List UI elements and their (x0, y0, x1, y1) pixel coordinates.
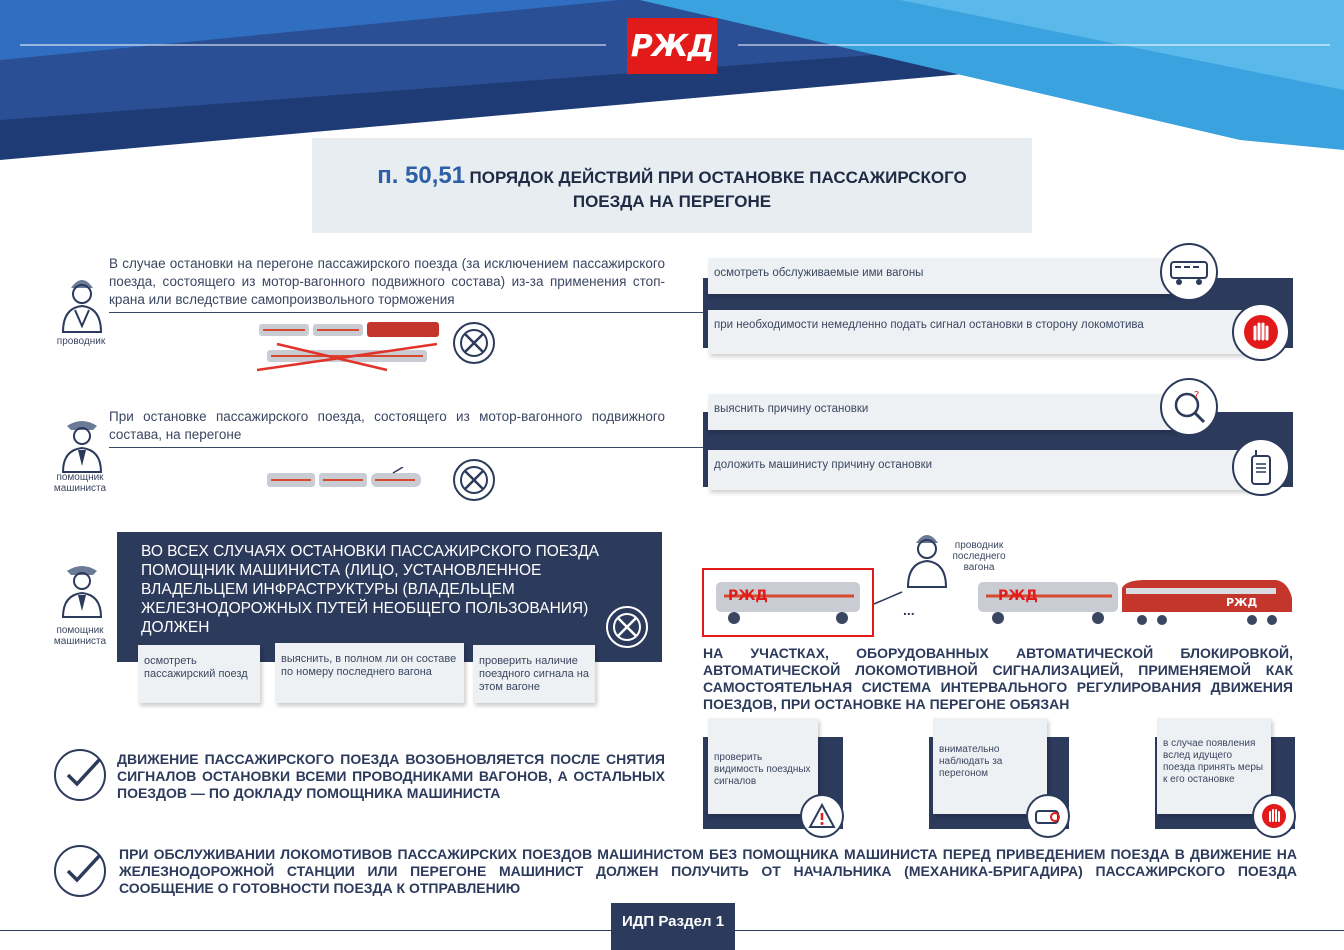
warning-icon (800, 794, 844, 838)
title-line-1: ПОРЯДОК ДЕЙСТВИЙ ПРИ ОСТАНОВКЕ ПАССАЖИРСКОГО (469, 168, 967, 187)
train-with-locomotive-icon (976, 578, 1298, 630)
action-card: осмотреть пассажирский поезд (138, 645, 260, 703)
ellipsis: ... (903, 602, 915, 618)
last-car-icon (714, 578, 864, 628)
action-card: при необходимости немедленно подать сигнал остановки в сторону локомотива (708, 310, 1258, 354)
train-crossed-icon (257, 320, 442, 372)
title-number: п. 50,51 (377, 162, 466, 189)
checkmark-icon (54, 845, 106, 897)
action-card: проверить наличие поездного сигнала на этом вагоне (473, 645, 595, 703)
divider (109, 447, 703, 448)
stop-hand-icon (1252, 794, 1296, 838)
radio-icon (1232, 438, 1290, 496)
assistant-driver-label: помощник машиниста (53, 625, 107, 647)
title-line-2: ПОЕЗДА НА ПЕРЕГОНЕ (572, 192, 772, 211)
last-car-conductor-label: проводник последнего вагона (952, 540, 1006, 573)
prohibition-icon (453, 322, 495, 364)
info-card-text: в случае появления вслед идущего поезда принять меры к его остановке (1157, 730, 1271, 794)
multiple-unit-train-icon (265, 467, 425, 493)
info-card (1157, 718, 1271, 814)
info-card-text: внимательно наблюдать за перегоном (933, 736, 1047, 788)
train-car-icon (1160, 243, 1218, 301)
note-text: ДВИЖЕНИЕ ПАССАЖИРСКОГО ПОЕЗДА ВОЗОБНОВЛЯЕТСЯ ПОСЛЕ СНЯТИЯ СИГНАЛОВ ОСТАНОВКИ ВСЕМИ ПРОВОДНИКАМИ ВАГОНОВ, А ОСТАЛЬНЫХ ПОЕЗДОВ — ПО ДОКЛАДУ ПОМОЩНИКА МАШИНИСТА (117, 751, 665, 801)
svg-text:РЖД: РЖД (728, 588, 768, 604)
svg-text:?: ? (1194, 390, 1200, 401)
page-title (312, 138, 1032, 233)
binoculars-icon (1026, 794, 1070, 838)
section1-text: В случае остановки на перегоне пассажирского поезда (за исключением пассажирского поезда, состоящего из мотор-вагонного подвижного состава) из-за применения стоп-крана или вследствие самопроизвольного торможения (109, 256, 665, 307)
assistant-driver-label: помощник машиниста (53, 472, 107, 494)
prohibition-icon (453, 459, 495, 501)
rzd-logo: РЖД (627, 18, 717, 74)
divider (109, 312, 703, 313)
svg-text:РЖД: РЖД (1226, 596, 1258, 609)
action-card: осмотреть обслуживаемые ими вагоны (708, 258, 1188, 294)
assistant-driver-icon (57, 410, 107, 480)
search-gear-icon (1160, 378, 1218, 436)
info-card (708, 718, 818, 814)
checkmark-icon (54, 749, 106, 801)
section4-heading: НА УЧАСТКАХ, ОБОРУДОВАННЫХ АВТОМАТИЧЕСКОЙ БЛОКИРОВКОЙ, АВТОМАТИЧЕСКОЙ ЛОКОМОТИВНОЙ СИГНАЛИЗАЦИЕЙ, ПРИМЕНЯЕМОЙ КАК САМОСТОЯТЕЛЬНАЯ СИСТЕМА ИНТЕРВАЛЬНОГО РЕГУЛИРОВАНИЯ ДВИЖЕНИЯ ПОЕЗДОВ, ПРИ ОСТАНОВКЕ НА ПЕРЕГОНЕ ОБЯЗАН (703, 645, 1293, 712)
section-tab[interactable]: ИДП Раздел 1 (611, 903, 735, 950)
conductor-icon (57, 270, 107, 340)
stop-hand-icon (1232, 303, 1290, 361)
action-card: выяснить, в полном ли он составе по номеру последнего вагона (275, 643, 464, 703)
svg-text:РЖД: РЖД (998, 588, 1038, 604)
action-card: доложить машинисту причину остановки (708, 450, 1258, 490)
section3-box-text: ВО ВСЕХ СЛУЧАЯХ ОСТАНОВКИ ПАССАЖИРСКОГО ПОЕЗДА ПОМОЩНИК МАШИНИСТА (ЛИЦО, УСТАНОВЛЕННОЕ ВЛАДЕЛЬЦЕМ ИНФРАСТРУКТУРЫ (ВЛАДЕЛЬЦЕМ ЖЕЛЕЗНОДОРОЖНЫХ ПУТЕЙ НЕОБЩЕГО ПОЛЬЗОВАНИЯ) ДОЛЖЕН (141, 543, 600, 636)
note-text: ПРИ ОБСЛУЖИВАНИИ ЛОКОМОТИВОВ ПАССАЖИРСКИХ ПОЕЗДОВ МАШИНИСТОМ БЕЗ ПОМОЩНИКА МАШИНИСТА ПЕРЕД ПРИВЕДЕНИЕМ ПОЕЗДА В ДВИЖЕНИЕ НА ЖЕЛЕЗНОДОРОЖНОЙ СТАНЦИИ ИЛИ ПЕРЕГОНЕ МАШИНИСТ ДОЛЖЕН ПОЛУЧИТЬ ОТ НАЧАЛЬНИКА (МЕХАНИКА-БРИГАДИРА) ПАССАЖИРСКОГО ПОЕЗДА СООБЩЕНИЕ О ГОТОВНОСТИ ПОЕЗДА К ОТПРАВЛЕНИЮ (119, 846, 1297, 896)
assistant-driver-icon (57, 555, 107, 625)
conductor-label: проводник (56, 336, 106, 347)
section2-text: При остановке пассажирского поезда, состоящего из мотор-вагонного подвижного состава, на перегоне (109, 409, 665, 442)
info-card-text: проверить видимость поездных сигналов (708, 744, 818, 796)
action-card: выяснить причину остановки (708, 394, 1188, 430)
prohibition-icon (606, 606, 648, 648)
info-card (933, 718, 1047, 814)
connector-line (874, 590, 904, 606)
